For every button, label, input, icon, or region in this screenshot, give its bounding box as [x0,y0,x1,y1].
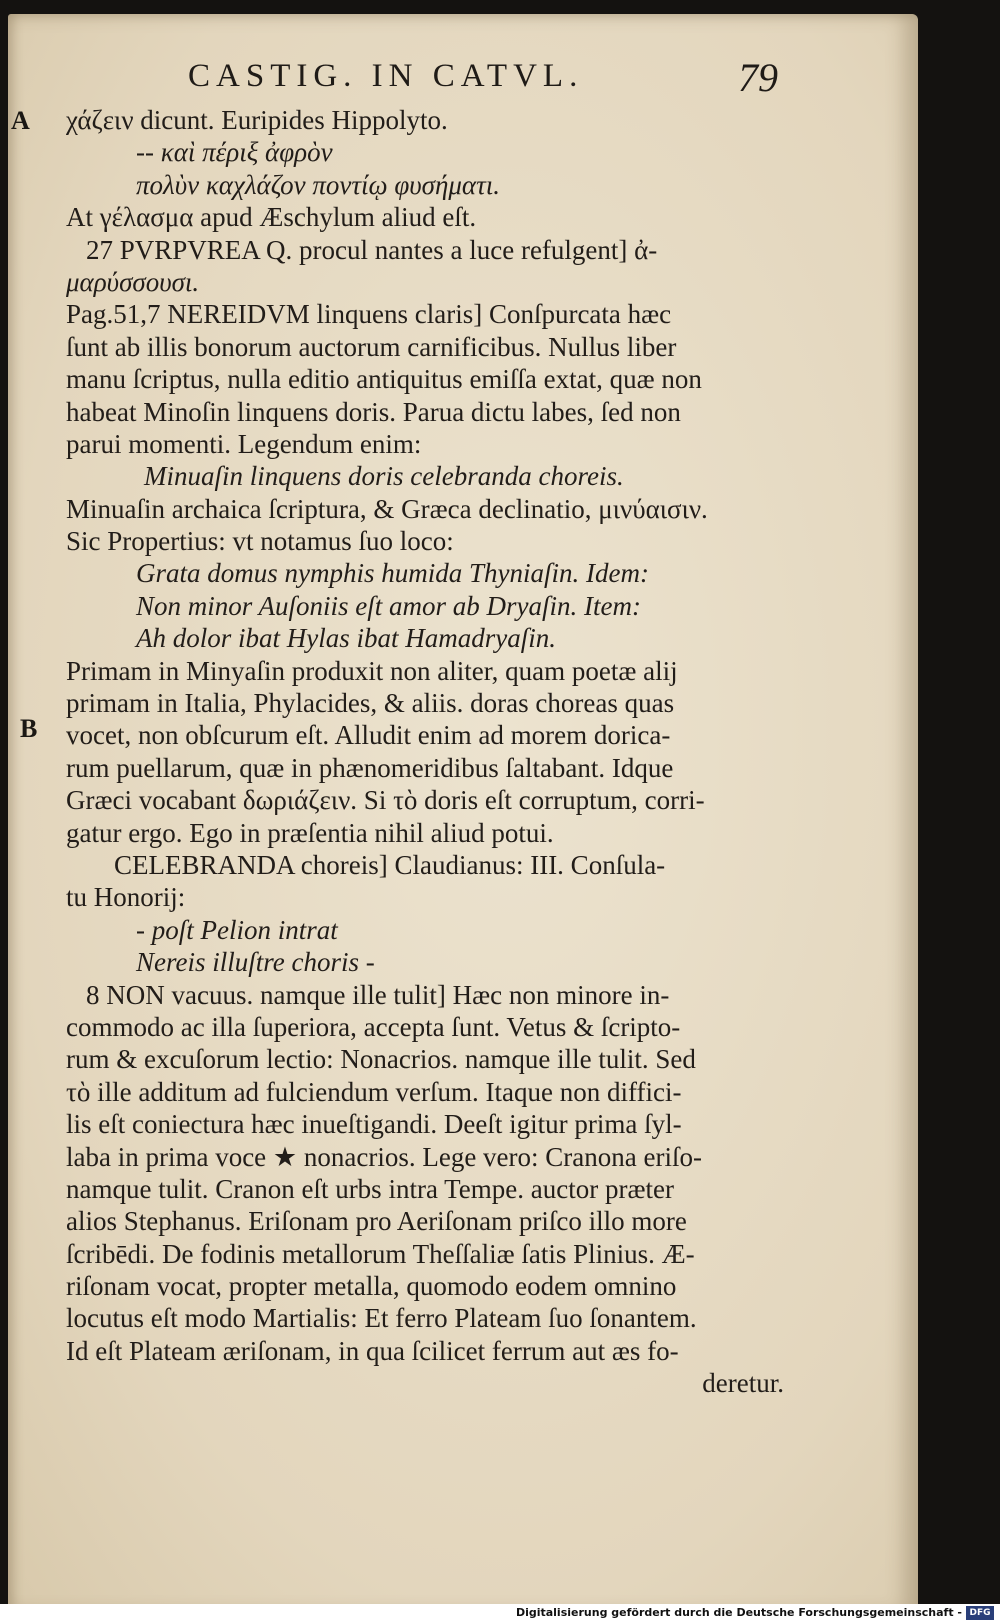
text-line: Primam in Minyaſin produxit non aliter, quam poetæ alij [66,655,678,686]
verse-line: Ah dolor ibat Hylas ibat Hamadryaſin. [136,623,556,654]
lemma-line: CELEBRANDA choreis] Claudianus: III. Conſula- [114,849,666,880]
lemma-line: 27 PVRPVREA Q. procul nantes a luce refulgent] ἀ- [86,234,658,265]
text-line: Id eſt Plateam æriſonam, in qua ſcilicet ferrum aut æs fo- [66,1335,679,1366]
book-page [8,14,918,1614]
text-line: parui momenti. Legendum enim: [66,428,422,459]
text-line: riſonam vocat, propter metalla, quomodo eodem omnino [66,1271,677,1302]
text-line: lis eſt coniectura hæc inueſtigandi. Deeſt igitur prima ſyl- [66,1109,682,1140]
text-line: ſcribēdi. De fodinis metallorum Theſſaliæ ſatis Plinius. Æ- [66,1238,695,1269]
text-line: laba in prima voce ★ nonacrios. Lege vero: Cranona eriſo- [66,1141,702,1172]
verse-line: Minuaſin linquens doris celebranda choreis. [144,461,624,492]
text-line: habeat Minoſin linquens doris. Parua dictu labes, ſed non [66,396,681,427]
text-line: ſunt ab illis bonorum auctorum carnificibus. Nullus liber [66,331,677,362]
running-head-title: CASTIG. IN CATVL. [188,58,584,94]
text-line: rum puellarum, quæ in phænomeridibus ſaltabant. Idque [66,752,674,783]
lemma-line: Pag.51,7 NEREIDVM linquens claris] Conſpurcata hæc [66,299,672,330]
verse-line: Nereis illuſtre choris - [136,947,375,978]
text-line: τὸ ille additum ad fulciendum verſum. Itaque non diffici- [66,1076,682,1107]
text-line: manu ſcriptus, nulla editio antiquitus emiſſa extat, quæ non [66,364,702,395]
text-line: At γέλασμα apud Æschylum aliud eſt. [66,202,477,233]
body-text [66,104,784,1400]
text-line: alios Stephanus. Eriſonam pro Aeriſonam priſco illo more [66,1206,687,1237]
catchword: deretur. [702,1368,784,1399]
text-line: χάζειν dicunt. Euripides Hippolyto. [66,105,448,135]
verse-line: πολὺν καχλάζον ποντίῳ φυσήματι. [136,169,501,200]
text-line: locutus eſt modo Martialis: Et ferro Plateam ſuo ſonantem. [66,1303,697,1334]
page-number: 79 [738,55,778,100]
text-line: tu Honorij: [66,882,186,913]
digitization-footer [0,1604,1000,1623]
text-line: gatur ergo. Ego in præſentia nihil aliud potui. [66,817,554,848]
text-line: Græci vocabant δωριάζειν. Si τὸ doris eſt corruptum, corri- [66,785,705,816]
verse-line: Non minor Auſoniis eſt amor ab Dryaſin. Item: [136,590,641,621]
footer-credit: Digitalisierung gefördert durch die Deutsche Forschungsgemeinschaft - [515,1606,962,1619]
verse-line: -- καὶ πέριξ ἀφρὸν [136,137,333,168]
dfg-logo-icon: DFG [966,1606,994,1620]
text-line: μαρύσσουσι. [66,266,200,297]
text-line: commodo ac illa ſuperiora, accepta ſunt. Vetus & ſcripto- [66,1011,681,1042]
margin-letter-a: A [11,106,30,135]
verse-line: - poſt Pelion intrat [136,914,338,945]
lemma-line: 8 NON vacuus. namque ille tulit] Hæc non minore in- [86,979,670,1010]
text-line: Sic Propertius: vt notamus ſuo loco: [66,526,454,557]
margin-letter-b: B [20,714,38,743]
text-line: rum & excuſorum lectio: Nonacrios. namque ille tulit. Sed [66,1044,696,1075]
verse-line: Grata domus nymphis humida Thyniaſin. Idem: [136,558,649,589]
running-head [178,52,778,102]
text-line: vocet, non obſcurum eſt. Alludit enim ad morem dorica- [66,720,671,751]
text-line: primam in Italia, Phylacides, & aliis. doras choreas quas [66,688,675,719]
text-line: Minuaſin archaica ſcriptura, & Græca declinatio, μινύαισιν. [66,493,708,524]
text-line: namque tulit. Cranon eſt urbs intra Tempe. auctor præter [66,1173,674,1204]
